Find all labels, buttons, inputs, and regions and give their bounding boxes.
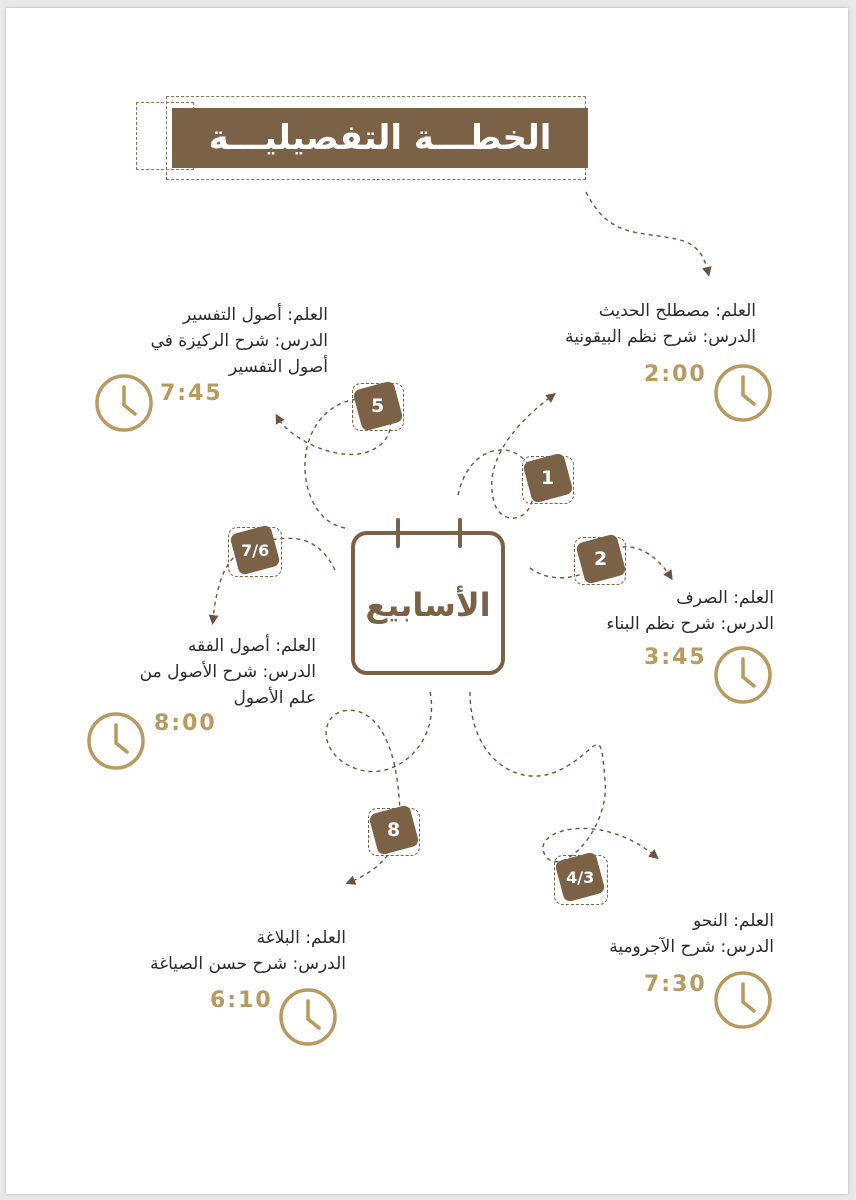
badge-76-label: 7/6	[240, 540, 270, 560]
step-5-lesson-line-1: الدرس: شرح الركيزة في	[150, 331, 328, 351]
step-5-time: 7:45	[160, 381, 223, 406]
badge-1-label: 1	[541, 467, 555, 490]
step-5-info	[151, 302, 328, 380]
clock-icon-43	[716, 973, 770, 1027]
step-2-lesson: الدرس: شرح نظم البناء	[606, 614, 774, 634]
step-76-info	[140, 633, 316, 711]
weeks-label: الأسابيع	[365, 586, 491, 624]
step-76-time: 8:00	[154, 711, 217, 736]
clock-icon-5	[97, 376, 151, 430]
badge-5-label: 5	[371, 395, 385, 418]
arrow-title	[586, 192, 708, 272]
step-43-subject: العلم: النحو	[693, 911, 774, 931]
step-8-lesson: الدرس: شرح حسن الصياغة	[150, 954, 346, 974]
step-5-subject: العلم: أصول التفسير	[182, 305, 328, 325]
clock-icon-1	[716, 366, 770, 420]
step-43-lesson: الدرس: شرح الآجرومية	[609, 937, 774, 957]
step-8-subject: العلم: البلاغة	[256, 928, 346, 948]
step-2-time: 3:45	[644, 645, 707, 670]
page-title: الخطـــة التفصيليـــة	[172, 108, 588, 168]
step-1-time: 2:00	[644, 362, 707, 387]
badge-43-label: 4/3	[565, 867, 595, 887]
step-8-info	[150, 925, 346, 977]
step-76-lesson-line-2: علم الأصول	[233, 688, 316, 708]
step-1-info	[565, 298, 756, 350]
badge-2-label: 2	[594, 548, 608, 571]
step-5-lesson-line-2: أصول التفسير	[228, 357, 328, 377]
step-2-subject: العلم: الصرف	[676, 588, 774, 608]
step-76-lesson-line-1: الدرس: شرح الأصول من	[139, 662, 316, 682]
step-2-info	[606, 585, 774, 637]
step-43-time: 7:30	[644, 972, 707, 997]
clock-icon-76	[89, 714, 143, 768]
arrow-43	[470, 692, 655, 862]
step-8-time: 6:10	[210, 988, 273, 1013]
step-76-subject: العلم: أصول الفقه	[187, 636, 316, 656]
badge-8-label: 8	[387, 819, 401, 842]
step-1-lesson: الدرس: شرح نظم البيقونية	[565, 327, 756, 347]
clock-icon-2	[716, 648, 770, 702]
step-43-info	[609, 908, 774, 960]
clock-icon-8	[281, 990, 335, 1044]
step-1-subject: العلم: مصطلح الحديث	[598, 301, 756, 321]
